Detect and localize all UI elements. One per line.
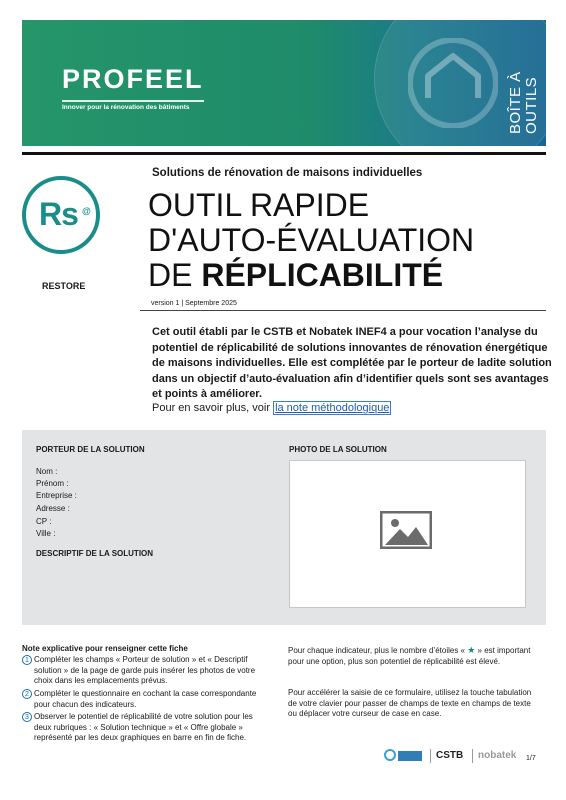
step-1-number: 1	[22, 655, 32, 665]
step-3-text: Observer le potentiel de réplicabilité de votre solution pour les deux rubriques : « Solution technique » et « Offre globale » représenté par les deux graphiques en barre en fin de fiche.	[34, 712, 253, 742]
brand-tagline: Innover pour la rénovation des bâtiments	[62, 104, 190, 111]
porteur-heading: PORTEUR DE LA SOLUTION	[36, 445, 145, 454]
toolbox-label-line2: OUTILS	[523, 76, 540, 134]
page-number: 1/7	[526, 755, 536, 762]
nobatek-logo-text: nobatek	[478, 750, 517, 761]
step-1	[22, 655, 262, 687]
field-adresse[interactable]: Adresse :	[36, 504, 70, 513]
house-icon	[408, 38, 498, 128]
tab-navigation-tip: Pour accélérer la saisie de ce formulaire, utilisez la touche tabulation de votre clavier pour passer de champs de texte en champs de texte ou déplacer votre curseur de case en case.	[288, 688, 532, 718]
step-3	[22, 712, 262, 744]
brand-underline	[62, 100, 204, 102]
field-prenom[interactable]: Prénom :	[36, 479, 69, 488]
title-line-3-bold: RÉPLICABILITÉ	[201, 257, 444, 293]
step-2-number: 2	[22, 689, 32, 699]
main-title	[148, 188, 474, 293]
photo-heading: PHOTO DE LA SOLUTION	[289, 445, 387, 454]
nobatek-logo	[478, 750, 516, 761]
step-1-text: Compléter les champs « Porteur de solution » et « Descriptif solution » de la page de garde puis insérer les photos de votre choix dans les emplacements prévus.	[34, 655, 256, 685]
star-icon: ★	[467, 645, 476, 655]
title-line-2: D'AUTO-ÉVALUATION	[148, 222, 475, 258]
field-ville[interactable]: Ville :	[36, 529, 56, 538]
title-line-3	[148, 258, 474, 293]
toolbox-label-line1: BOÎTE À	[507, 71, 524, 134]
notes-title: Note explicative pour renseigner cette fiche	[22, 644, 188, 653]
stars-explanation	[288, 645, 540, 667]
solution-form-panel	[22, 430, 546, 625]
header-banner	[22, 20, 546, 146]
cstb-logo: CSTB	[436, 750, 464, 761]
field-nom[interactable]: Nom :	[36, 467, 58, 476]
profeel-logo	[62, 64, 204, 95]
learn-more	[152, 402, 391, 414]
intro-paragraph: Cet outil établi par le CSTB et Nobatek INEF4 a pour vocation l’analyse du potentiel de réplicabilité de solutions innovantes de rénovation énergétique de maisons individuelles. Elle est complétée par le porteur de ladite solution dans un objectif d’auto-évaluation afin d’identifier quels sont ses avantages et points à améliorer.	[152, 326, 552, 400]
title-line-1: OUTIL RAPIDE	[148, 187, 370, 223]
field-entreprise[interactable]: Entreprise :	[36, 491, 77, 500]
learn-more-prefix: Pour en savoir plus, voir	[152, 402, 274, 414]
brand-text: PROFEEL	[62, 64, 204, 94]
step-3-number: 3	[22, 712, 32, 722]
stars-explanation-suffix: » est important pour une option, plus son potentiel de réplicabilité est élevé.	[288, 646, 531, 666]
methodology-link[interactable]: la note méthodologique	[275, 402, 390, 414]
stars-explanation-prefix: Pour chaque indicateur, plus le nombre d’étoiles «	[288, 646, 468, 655]
cee-logo-icon	[384, 749, 396, 761]
photo-upload-area[interactable]	[289, 460, 526, 608]
restore-logo-superscript: @	[82, 206, 91, 216]
top-rule	[22, 152, 546, 155]
logo-divider	[472, 749, 473, 763]
restore-logo-mark: Rs	[39, 196, 78, 232]
document-subtitle: Solutions de rénovation de maisons individuelles	[152, 167, 423, 179]
image-placeholder-icon	[380, 511, 432, 549]
cee-badge-icon	[398, 751, 422, 761]
restore-logo	[22, 176, 100, 254]
step-2	[22, 689, 262, 710]
toolbox-label	[508, 34, 540, 134]
title-line-3-prefix: DE	[148, 257, 202, 293]
title-rule	[140, 310, 546, 311]
restore-label: RESTORE	[42, 281, 86, 291]
step-2-text: Compléter le questionnaire en cochant la case correspondante pour chacun des indicateurs.	[34, 689, 257, 709]
descriptif-heading: DESCRIPTIF DE LA SOLUTION	[36, 549, 154, 558]
field-cp[interactable]: CP :	[36, 517, 52, 526]
version-info: version 1 | Septembre 2025	[151, 300, 237, 307]
logo-divider	[430, 749, 431, 763]
